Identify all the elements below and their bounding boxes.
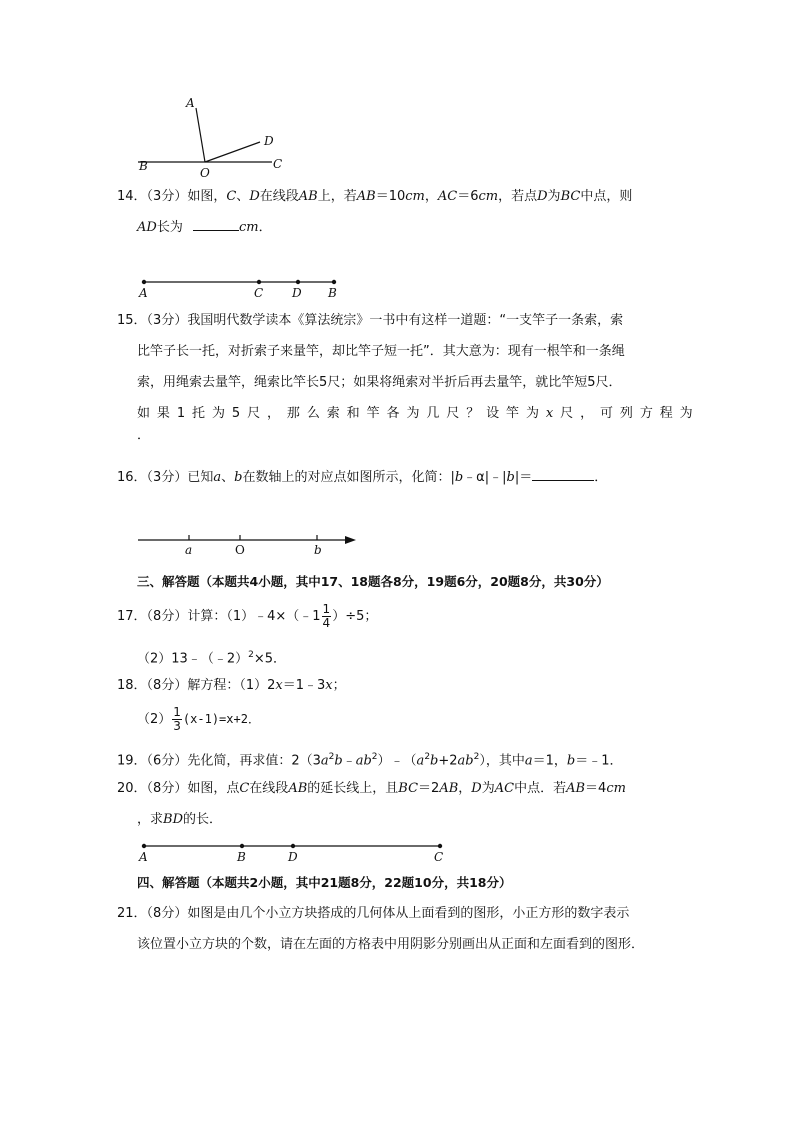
text: ． (258, 220, 272, 235)
point-b (332, 280, 336, 284)
text: 如图，点 (187, 781, 240, 796)
var: ab (355, 753, 372, 769)
question-15-line-2: 比竿子长一托，对折索子来量竿，却比竿子短一托”．其大意为：现有一根竿和一条绳 (137, 344, 625, 359)
char: 尺 (247, 406, 261, 421)
char: 方 (639, 406, 653, 421)
var: AD (137, 220, 157, 235)
text: ﹣α|﹣| (463, 470, 507, 485)
char: 尺 (560, 406, 574, 421)
axis-arrow (345, 536, 356, 544)
text: ＝2 (418, 781, 440, 796)
unit: cm (238, 220, 259, 235)
question-number: 20． (117, 781, 147, 796)
text: ． (594, 470, 608, 485)
text: ＝﹣1． (575, 753, 623, 769)
text: 中点．若 (514, 781, 567, 796)
question-number: 16． (117, 470, 147, 485)
text: 、 (236, 189, 250, 204)
exponent: 2 (371, 752, 378, 762)
question-number: 15． (117, 313, 147, 328)
label-d: D (264, 134, 274, 148)
var: AB (566, 781, 586, 796)
section-3-heading: 三、解答题（本题共4小题，其中17、18题各8分，19题6分，20题8分，共30分） (137, 574, 609, 589)
question-number: 21． (117, 906, 147, 921)
var: AB (298, 189, 318, 204)
var: AC (437, 189, 458, 204)
label-d: D (288, 850, 298, 864)
text: 为 (481, 781, 495, 796)
text: 如图， (187, 189, 227, 204)
var: a (416, 753, 425, 769)
label-b: B (237, 850, 246, 864)
exponent: 2 (473, 752, 480, 762)
fraction (172, 706, 182, 733)
text: ＝1﹣3 (282, 678, 326, 693)
text: 、 (221, 470, 235, 485)
var: b (334, 753, 343, 769)
segment-figure-q20 (134, 838, 454, 868)
question-14-line-2 (137, 212, 682, 243)
char: x (545, 406, 554, 421)
point-a (142, 844, 146, 848)
question-21-line-2: 该位置小立方块的个数，请在左面的方格表中用阴影分别画出从正面和左面看到的图形． (137, 937, 645, 952)
number-line-figure (134, 530, 364, 558)
question-18-line-2 (137, 704, 682, 735)
exponent: 2 (328, 752, 335, 762)
char: 竿 (506, 406, 520, 421)
char: 竿 (366, 406, 380, 421)
answer-blank[interactable] (532, 466, 594, 481)
char: ， (266, 406, 280, 421)
ray-oa (196, 108, 205, 162)
ray-od (205, 142, 260, 162)
score: （3分） (146, 313, 188, 328)
text: 在数轴上的对应点如图所示，化简：| (242, 470, 455, 485)
label-o: O (235, 543, 245, 557)
label-a: A (139, 850, 148, 864)
text: 的长． (183, 812, 223, 827)
score: （8分） (146, 906, 188, 921)
var: D (249, 189, 260, 204)
char: 如 (137, 406, 151, 421)
point-d (296, 280, 300, 284)
score: （8分） (146, 609, 188, 624)
question-17-line-1 (117, 601, 682, 632)
question-number: 18． (117, 678, 147, 693)
text: 如图是由几个小立方块搭成的几何体从上面看到的图形，小正方形的数字表示 (187, 906, 630, 921)
var: BC (398, 781, 419, 796)
char: 为 (406, 406, 420, 421)
var: a (320, 753, 329, 769)
label-c: C (273, 157, 283, 171)
text: 解方程：（1）2 (187, 678, 276, 693)
question-14-line-1 (117, 181, 682, 212)
char: 几 (426, 406, 440, 421)
numerator: 1 (322, 602, 331, 616)
text: 中点，则 (580, 189, 633, 204)
var: b (430, 753, 439, 769)
char: 5 (231, 406, 241, 421)
question-number: 17． (117, 609, 147, 624)
text: 长为 (156, 220, 183, 235)
text: ）﹣（ (377, 753, 417, 769)
score: （3分） (146, 189, 188, 204)
label-c: C (254, 286, 264, 300)
text: ），其中 (479, 753, 525, 769)
char: 为 (679, 406, 693, 421)
angle-figure (130, 90, 300, 185)
question-number: 19． (117, 753, 147, 769)
var: a (213, 470, 222, 485)
text: ， (424, 189, 438, 204)
label-b: B (139, 159, 148, 173)
text: 我国明代数学读本《算法统宗》一书中有这样一道题：“一支竿子一条索，索 (187, 313, 624, 328)
unit: cm (405, 189, 425, 204)
char: 尺 (446, 406, 460, 421)
score: （8分） (146, 678, 188, 693)
question-16-line-1 (117, 462, 682, 493)
point-c (257, 280, 261, 284)
text: +2 (438, 753, 458, 769)
point-d (291, 844, 295, 848)
text: ×5． (253, 651, 286, 667)
char: 那 (286, 406, 300, 421)
label-a: A (139, 286, 148, 300)
var: C (239, 781, 250, 796)
label-o: O (200, 166, 210, 180)
text: ＝1， (532, 753, 567, 769)
text: 先化简，再求值：2（3 (187, 753, 321, 769)
char: 和 (346, 406, 360, 421)
segment-figure-q14 (134, 272, 349, 302)
question-18-line-1 (117, 670, 682, 701)
question-19-line-1 (117, 742, 682, 776)
text: 在线段 (259, 189, 299, 204)
text: ，求 (137, 812, 164, 827)
text: ， (458, 781, 472, 796)
char: 索 (326, 406, 340, 421)
question-15-line-3: 索，用绳索去量竿，绳索比竿长5尺；如果将绳索对半折后再去量竿，就比竿短5尺． (137, 375, 622, 390)
question-15-line-5: ． (137, 428, 151, 443)
numerator: 1 (173, 705, 181, 719)
char: 可 (599, 406, 613, 421)
var: AB (288, 781, 308, 796)
text: 上，若 (317, 189, 357, 204)
label-a: A (186, 96, 195, 110)
label-a: a (185, 543, 193, 557)
text: ＝6 (457, 189, 479, 204)
var: x (275, 678, 283, 693)
label-c: C (434, 850, 444, 864)
char: 么 (306, 406, 320, 421)
var: AB (356, 189, 376, 204)
answer-blank[interactable] (193, 216, 239, 231)
question-15-line-4 (137, 398, 693, 429)
var: b (566, 753, 576, 769)
text: ，若点 (498, 189, 538, 204)
score: （8分） (146, 781, 188, 796)
text: ＝10 (375, 189, 406, 204)
question-number: 14． (117, 189, 147, 204)
char: 设 (486, 406, 500, 421)
text: 计算：（1）﹣4×（﹣1 (187, 609, 321, 624)
text: 为 (547, 189, 561, 204)
text: (x-1)=x+2． (182, 712, 260, 726)
question-15-line-1 (117, 305, 682, 336)
var: a (524, 753, 533, 769)
char: 列 (619, 406, 633, 421)
label-d: D (292, 286, 302, 300)
exponent: 2 (248, 650, 254, 660)
text: （2）13﹣（﹣2） (137, 651, 249, 667)
question-20-line-2 (137, 804, 682, 835)
unit: cm (606, 781, 626, 796)
var: AC (494, 781, 515, 796)
char: ， (580, 406, 594, 421)
text: ）÷5； (332, 609, 378, 624)
var: b (506, 470, 515, 485)
char: 为 (525, 406, 539, 421)
text: （2） (137, 712, 172, 727)
point-c (438, 844, 442, 848)
section-4-heading: 四、解答题（本题共2小题，其中21题8分，22题10分，共18分） (137, 875, 512, 890)
question-20-line-1 (117, 773, 682, 804)
question-21-line-1 (117, 898, 682, 929)
unit: cm (478, 189, 499, 204)
var: b (234, 470, 243, 485)
char: 为 (211, 406, 225, 421)
fraction (322, 603, 332, 630)
denominator: 3 (173, 719, 181, 733)
char: 托 (192, 406, 206, 421)
var: D (471, 781, 482, 796)
score: （6分） (146, 753, 188, 769)
text: 已知 (187, 470, 214, 485)
var: BD (163, 812, 183, 827)
char: 1 (176, 406, 186, 421)
text: ； (332, 678, 346, 693)
text: 在线段 (249, 781, 289, 796)
text: 的延长线上，且 (307, 781, 399, 796)
point-a (142, 280, 146, 284)
text: ﹣ (342, 753, 356, 769)
char: ？ (466, 406, 480, 421)
var: b (454, 470, 464, 485)
exponent: 2 (424, 752, 431, 762)
label-b: B (328, 286, 337, 300)
var: ab (457, 753, 474, 769)
score: （3分） (146, 470, 188, 485)
point-b (240, 844, 244, 848)
var: x (325, 678, 333, 693)
var: BC (560, 189, 581, 204)
text: |＝ (514, 470, 533, 485)
label-b: b (314, 543, 322, 557)
var: AB (439, 781, 459, 796)
char: 各 (386, 406, 400, 421)
text: ＝4 (585, 781, 607, 796)
denominator: 4 (322, 616, 331, 630)
char: 程 (659, 406, 673, 421)
var: D (537, 189, 548, 204)
var: C (226, 189, 237, 204)
char: 果 (156, 406, 170, 421)
